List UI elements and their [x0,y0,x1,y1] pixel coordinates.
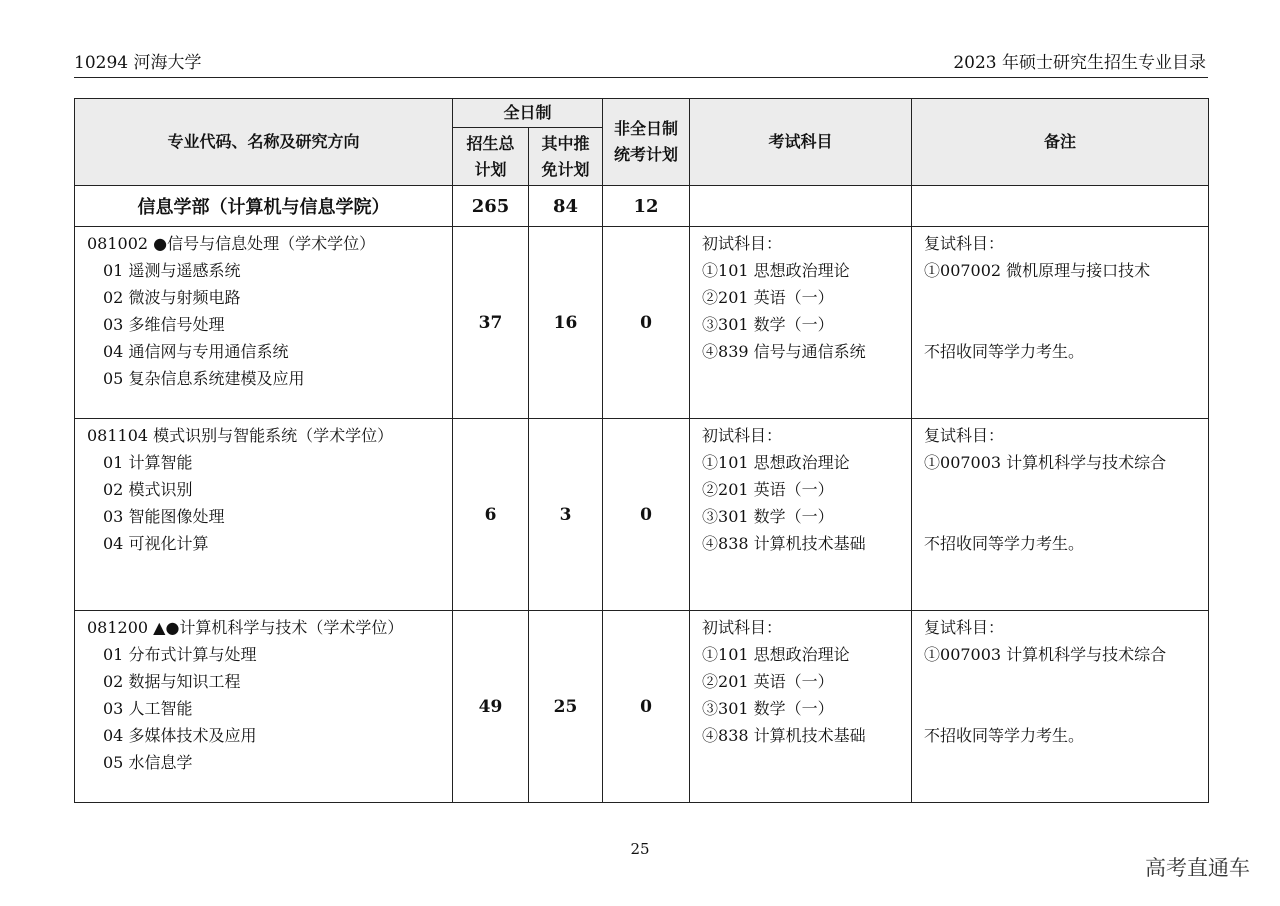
exam-subject: ②201 英语（一） [702,672,834,691]
col-header-major: 专业代码、名称及研究方向 [75,99,453,186]
watermark: 高考直通车 [1145,856,1250,880]
remarks-cell [912,611,1209,803]
parttime-plan: 0 [603,611,690,803]
department-total: 265 [453,186,529,227]
retest-title: 复试科目： [924,426,1005,445]
exam-subject: ④838 计算机技术基础 [702,726,866,745]
retest-title: 复试科目： [924,618,1005,637]
col-header-exempt-plan-line1: 其中推 [541,133,590,153]
retest-subject: ①007003 计算机科学与技术综合 [924,453,1167,472]
col-header-total-plan-line1: 招生总 [466,133,515,153]
remark-note: 不招收同等学力考生。 [924,534,1085,553]
exam-title: 初试科目： [702,234,783,253]
department-parttime: 12 [603,186,690,227]
remarks-cell [912,227,1209,419]
major-cell [75,419,453,611]
header-divider [74,77,1208,78]
parttime-plan: 0 [603,227,690,419]
remarks-spacer [924,284,1200,338]
retest-subject: ①007003 计算机科学与技术综合 [924,645,1167,664]
exam-subject: ④839 信号与通信系统 [702,342,866,361]
research-direction: 05 复杂信息系统建模及应用 [103,369,305,388]
major-title: 081200 ▲●计算机科学与技术（学术学位） [87,618,404,637]
col-header-exempt-plan-line2: 免计划 [541,159,590,179]
exam-subjects [690,419,912,611]
research-direction: 03 智能图像处理 [103,507,225,526]
remarks-spacer [924,476,1200,530]
col-header-total-plan [453,128,529,186]
exam-subject: ①101 思想政治理论 [702,261,850,280]
research-direction: 03 多维信号处理 [103,315,225,334]
exam-title: 初试科目： [702,618,783,637]
total-plan: 6 [453,419,529,611]
major-cell [75,227,453,419]
header-catalog-title: 2023 年硕士研究生招生专业目录 [953,53,1206,73]
exam-subject: ①101 思想政治理论 [702,453,850,472]
exempt-plan: 25 [529,611,603,803]
exam-subjects [690,611,912,803]
exam-subject: ③301 数学（一） [702,507,834,526]
remark-note: 不招收同等学力考生。 [924,726,1085,745]
table-row [75,611,1209,803]
col-header-fulltime: 全日制 [453,99,603,128]
major-title: 081104 模式识别与智能系统（学术学位） [87,426,394,445]
research-direction: 04 通信网与专用通信系统 [103,342,289,361]
exam-subject: ③301 数学（一） [702,315,834,334]
research-direction: 02 模式识别 [103,480,193,499]
col-header-parttime-line1: 非全日制 [614,119,679,138]
exam-subject: ①101 思想政治理论 [702,645,850,664]
research-direction: 03 人工智能 [103,699,193,718]
remarks-cell [912,419,1209,611]
research-direction: 02 数据与知识工程 [103,672,241,691]
col-header-exams: 考试科目 [690,99,912,186]
major-title: 081002 ●信号与信息处理（学术学位） [87,234,376,253]
research-direction: 04 可视化计算 [103,534,209,553]
retest-subject: ①007002 微机原理与接口技术 [924,261,1151,280]
major-cell [75,611,453,803]
research-direction: 01 分布式计算与处理 [103,645,257,664]
page-number: 25 [630,840,650,858]
total-plan: 49 [453,611,529,803]
exam-subject: ③301 数学（一） [702,699,834,718]
research-direction: 01 遥测与遥感系统 [103,261,241,280]
department-name: 信息学部（计算机与信息学院） [75,186,453,227]
department-remarks-empty [912,186,1209,227]
department-row [75,186,1209,227]
remarks-spacer [924,668,1200,722]
exempt-plan: 16 [529,227,603,419]
research-direction: 01 计算智能 [103,453,193,472]
research-direction: 04 多媒体技术及应用 [103,726,257,745]
exempt-plan: 3 [529,419,603,611]
col-header-parttime-line2: 统考计划 [614,145,679,164]
total-plan: 37 [453,227,529,419]
exam-subject: ④838 计算机技术基础 [702,534,866,553]
exam-title: 初试科目： [702,426,783,445]
col-header-exempt-plan [529,128,603,186]
admission-catalog-table [74,98,1209,803]
exam-subjects [690,227,912,419]
department-exams-empty [690,186,912,227]
department-exempt: 84 [529,186,603,227]
header-school: 10294 河海大学 [74,53,202,73]
table-row [75,419,1209,611]
col-header-remarks: 备注 [912,99,1209,186]
col-header-total-plan-line2: 计划 [474,159,507,179]
research-direction: 02 微波与射频电路 [103,288,241,307]
exam-subject: ②201 英语（一） [702,288,834,307]
research-direction: 05 水信息学 [103,753,193,772]
exam-subject: ②201 英语（一） [702,480,834,499]
remark-note: 不招收同等学力考生。 [924,342,1085,361]
col-header-parttime [603,99,690,186]
parttime-plan: 0 [603,419,690,611]
table-row [75,227,1209,419]
retest-title: 复试科目： [924,234,1005,253]
